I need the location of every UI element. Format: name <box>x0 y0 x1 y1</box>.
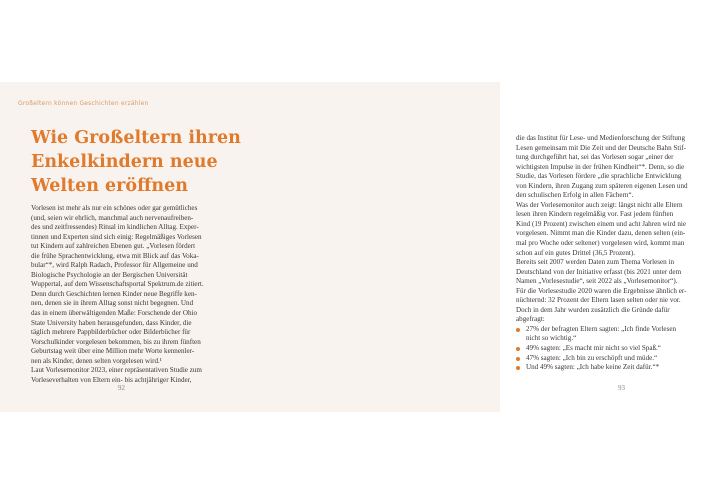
reason-item <box>516 325 716 344</box>
reason-item <box>516 363 716 373</box>
text-line: tinnen und Experten sind sich einig: Regelmäßiges Vorlesen <box>31 232 202 241</box>
book-spread <box>0 82 688 412</box>
bullet-icon <box>516 357 520 361</box>
text-line: State University haben herausgefunden, dass Kinder, die <box>31 318 192 327</box>
text-line: schon auf ein gutes Drittel (36,5 Prozent). <box>516 248 635 257</box>
reason-item <box>516 344 716 354</box>
text-line: die frühe Sprachentwicklung, etwa mit Blick auf das Voka- <box>31 251 199 260</box>
reason-item <box>516 354 716 364</box>
text-line: Wuppertal, auf dem Wissenschaftsportal Spektrum.de zitiert. <box>31 280 204 289</box>
bullet-icon <box>516 328 520 332</box>
text-line: von Kindern, ihren Zugang zum späteren eigenen Lesen und <box>516 181 688 190</box>
text-line: Geburtstag weit über eine Million mehr Worte kennenler- <box>31 347 195 356</box>
text-line: des und zeitfressendes) Ritual im kindlichen Alltag. Exper- <box>31 223 199 232</box>
reasons-list <box>516 325 716 373</box>
text-line: Kind (19 Prozent) zwischen einem und acht Jahren wird nie <box>516 219 687 228</box>
text-line: Bereits seit 2007 werden Daten zum Thema Vorlesen in <box>516 258 674 267</box>
chapter-title <box>31 126 241 198</box>
text-line: tut Kindern auf zahlreichen Ebenen gut. „Vorlesen fördert <box>31 242 196 251</box>
text-line: die das Institut für Lese- und Medienforschung der Stiftung <box>516 134 686 142</box>
reason-text: 47% sagten: „Ich bin zu erschöpft und müde.“ <box>526 353 658 362</box>
right-page <box>250 82 688 412</box>
text-line: Vorlesen ist mehr als nur ein schönes oder gar gemütliches <box>31 204 198 212</box>
title-line: Enkelkindern neue <box>31 152 218 172</box>
text-line: tung durchgeführt hat, sei das Vorlesen sogar „einer der <box>516 153 674 162</box>
page-number-left: 92 <box>118 384 125 392</box>
reason-text: 27% der befragten Eltern sagten: „Ich finde Vorlesen <box>526 324 677 333</box>
text-line: nen, denen sie in ihrem Alltag sonst nicht begegnen. Und <box>31 299 194 308</box>
text-line: vorgelesen. Nimmt man die Kinder dazu, denen selten (ein- <box>516 229 686 238</box>
text-line: Vorschulkinder vorgelesen bekommen, bis zu ihrem fünften <box>31 337 201 346</box>
text-line: lesen ihren Kindern regelmäßig vor. Fast jedem fünften <box>516 210 674 219</box>
text-line: Für die Vorlesestudie 2020 waren die Ergebnisse ähnlich er- <box>516 286 687 295</box>
text-line: den schulischen Erfolg in allen Fächern“. <box>516 191 634 200</box>
title-line: Welten eröffnen <box>31 176 189 196</box>
reason-text-continued: nicht so wichtig.“ <box>526 334 577 343</box>
text-line: wichtigsten Impulse in der frühen Kindheit“*. Denn, so die <box>516 162 685 171</box>
text-line: Vorleseverhalten von Eltern ein- bis achtjähriger Kinder, <box>31 375 192 384</box>
text-line: Denn durch Geschichten lernen Kinder neue Begriffe ken- <box>31 289 197 298</box>
text-line: das in einem überwältigenden Maße: Forschende der Ohio <box>31 309 198 318</box>
text-line: Doch in dem Jahr wurden zusätzlich die Gründe dafür <box>516 305 670 314</box>
reason-text: Und 49% sagten: „Ich habe keine Zeit dafür.“* <box>526 363 660 372</box>
bullet-icon <box>516 347 520 351</box>
text-line: bular“*, wird Ralph Radach, Professor für Allgemeine und <box>31 261 198 270</box>
text-line: Was der Vorlesemonitor auch zeigt: längst nicht alle Eltern <box>516 200 683 209</box>
text-line: nüchternd: 32 Prozent der Eltern lasen selten oder nie vor. <box>516 296 681 305</box>
text-line: (und, seien wir ehrlich, manchmal auch nervenaufreiben- <box>31 213 194 222</box>
bullet-icon <box>516 366 520 370</box>
page-number-right: 93 <box>618 384 625 392</box>
text-line: Laut Vorlesemonitor 2023, einer repräsentativen Studie zum <box>31 366 202 375</box>
text-line: Biologische Psychologie an der Bergischen Universität <box>31 270 188 279</box>
text-line: nen als Kinder, denen selten vorgelesen wird.¹ <box>31 356 162 365</box>
text-line: Studie, das Vorlesen fördere „die sprachliche Entwicklung <box>516 172 682 181</box>
text-line: Namen „Vorlesestudie“, seit 2022 als „Vorlesemonitor“). <box>516 277 678 286</box>
text-line: täglich mehrere Pappbilderbücher oder Bilderbücher für <box>31 328 191 337</box>
left-body-text <box>31 204 229 385</box>
reason-text: 49% sagten: „Es macht mir nicht so viel Spaß.“ <box>526 344 661 353</box>
text-line: mal pro Woche oder seltener) vorgelesen wird, kommt man <box>516 239 685 248</box>
text-line: abgefragt: <box>516 315 545 324</box>
title-line: Wie Großeltern ihren <box>31 128 241 148</box>
left-page <box>0 82 250 412</box>
right-body-text <box>516 134 716 373</box>
text-line: Deutschland von der Initiative erfasst (bis 2021 unter dem <box>516 267 682 276</box>
text-line: Lesen gemeinsam mit Die Zeit und der Deutsche Bahn Stif- <box>516 143 687 152</box>
running-head: Großeltern können Geschichten erzählen <box>18 100 149 107</box>
